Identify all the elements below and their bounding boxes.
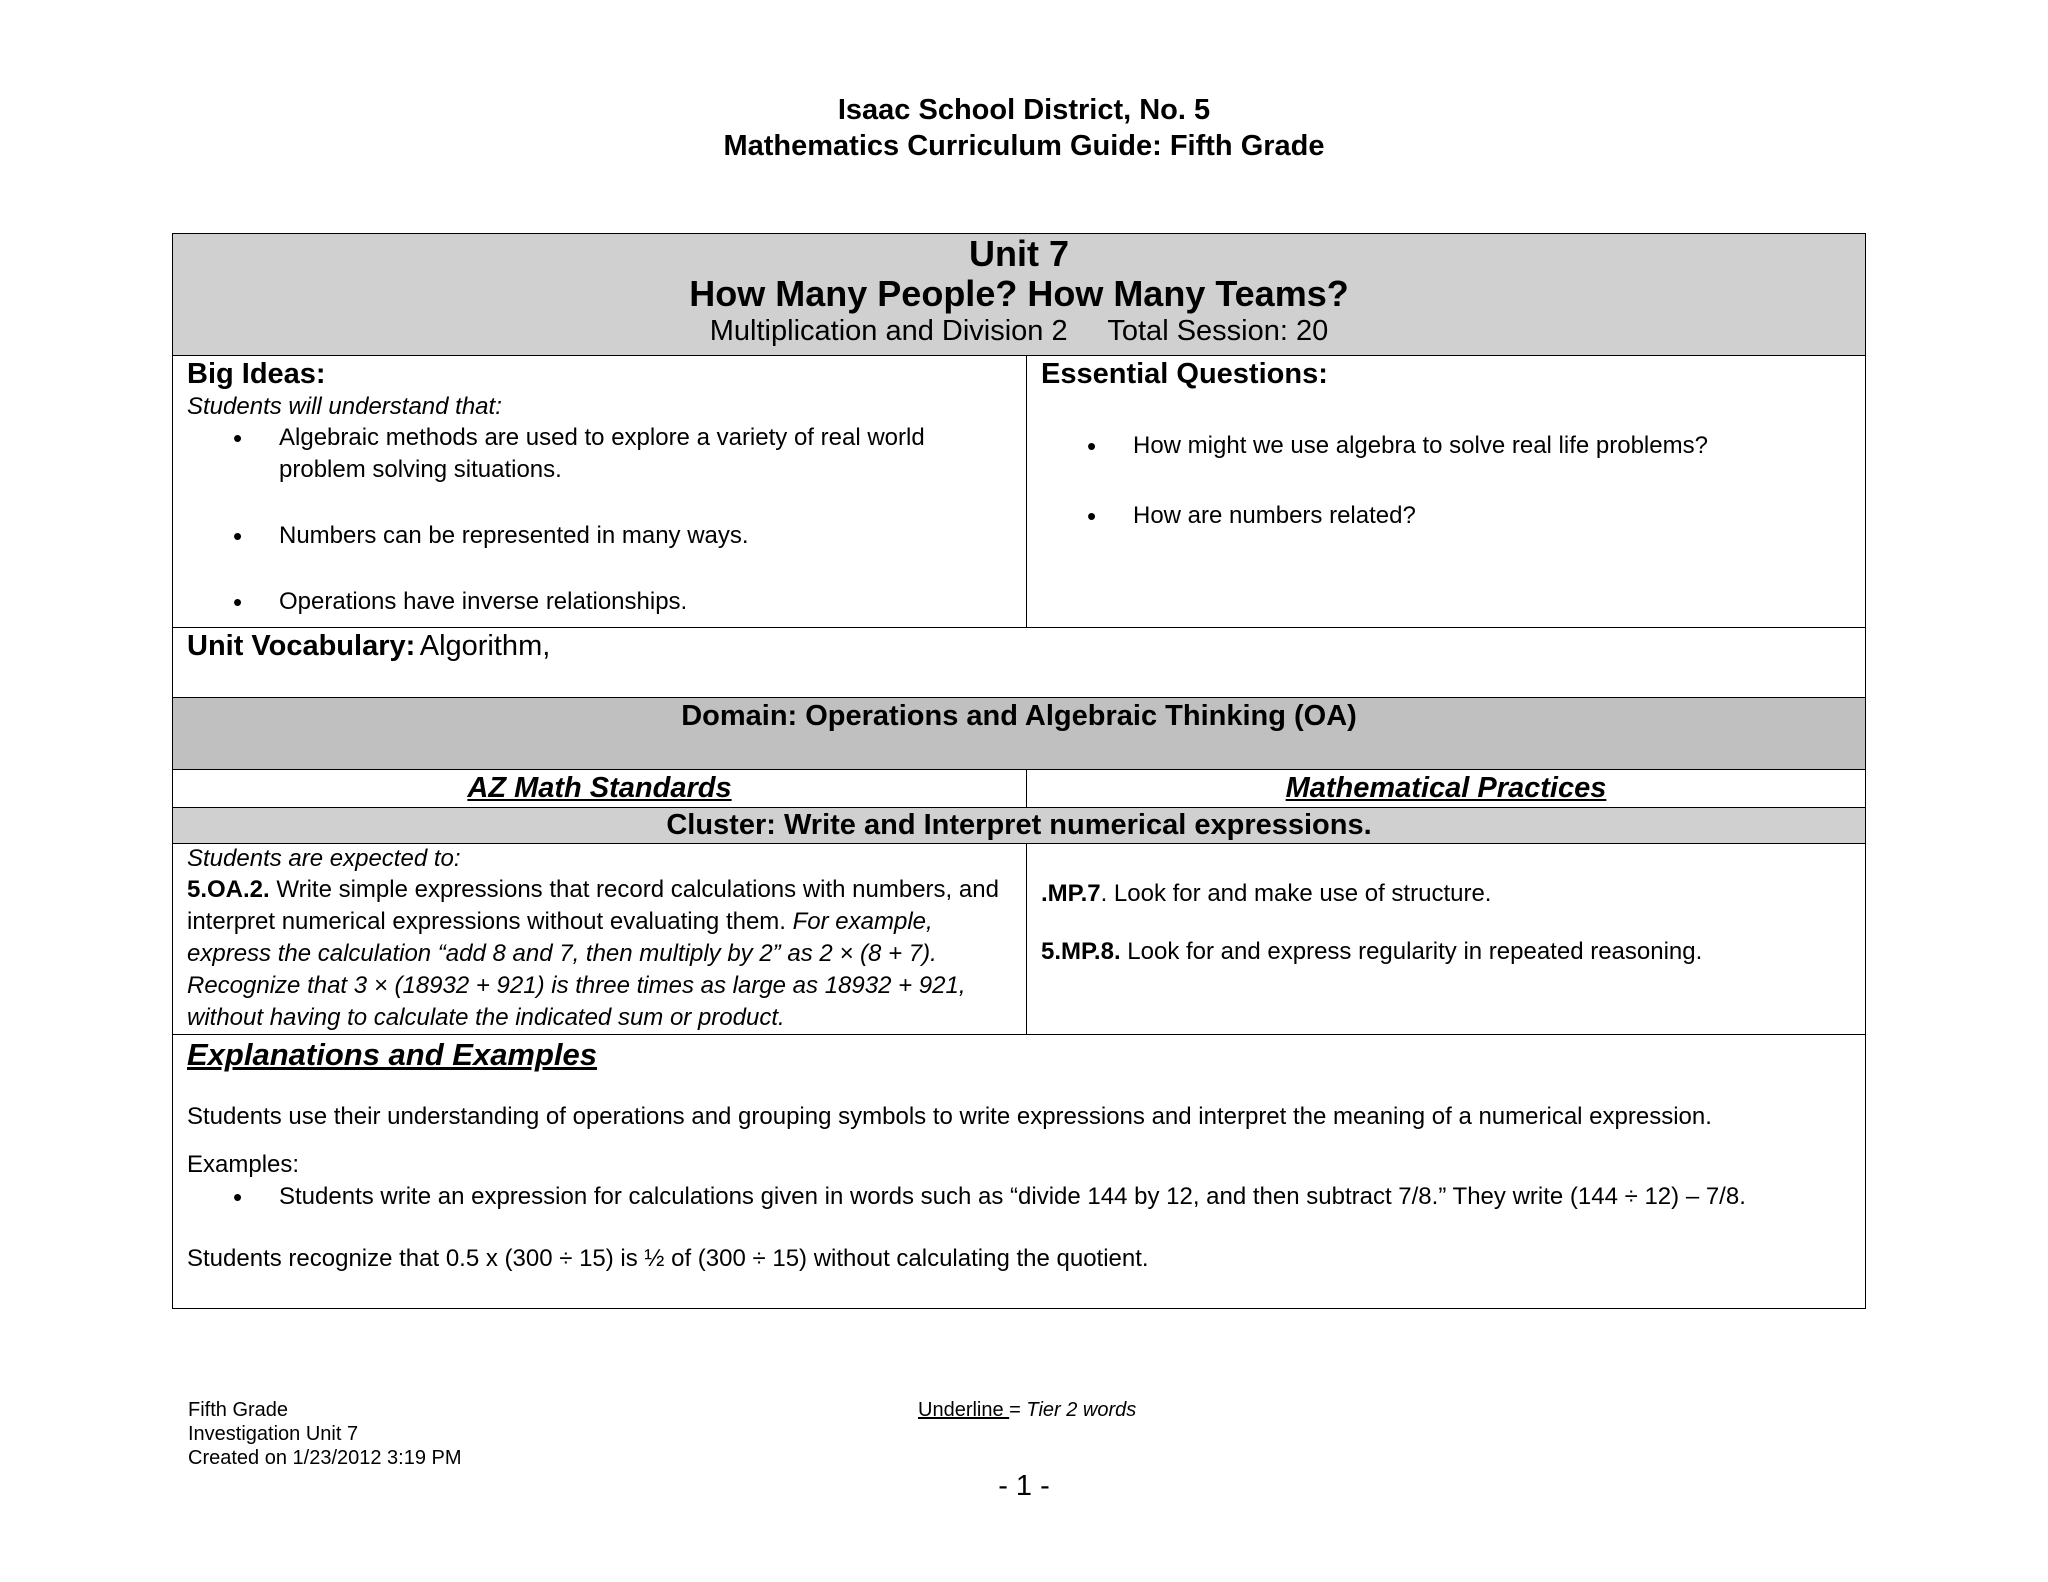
big-ideas-label: Big Ideas: xyxy=(187,358,326,390)
domain-title: Domain: Operations and Algebraic Thinking (OA) xyxy=(173,698,1866,770)
column-headings-row xyxy=(173,770,1866,808)
list-item: • Operations have inverse relationships. xyxy=(279,586,1012,618)
big-ideas-intro: Students will understand that: xyxy=(187,393,502,420)
guide-title: Mathematics Curriculum Guide: Fifth Grade xyxy=(723,130,1325,162)
practices-cell xyxy=(1027,844,1866,1035)
unit-header-row xyxy=(173,234,1866,356)
unit-info xyxy=(187,314,1851,348)
unit-sessions: Total Session: 20 xyxy=(1107,315,1329,347)
big-ideas-cell xyxy=(173,356,1027,628)
unit-number: Unit 7 xyxy=(969,233,1070,274)
list-item: • How are numbers related? xyxy=(1133,500,1851,532)
explanations-cell xyxy=(173,1035,1866,1309)
page-number: - 1 - xyxy=(998,1470,1050,1502)
unit-subtitle: How Many People? How Many Teams? xyxy=(689,273,1349,314)
explanations-row xyxy=(173,1035,1866,1309)
practice-item xyxy=(1041,878,1851,910)
cluster-row xyxy=(173,808,1866,844)
practice-text: . Look for and make use of structure. xyxy=(1100,880,1492,907)
footer-created: Created on 1/23/2012 3:19 PM xyxy=(188,1447,462,1469)
domain-row xyxy=(173,698,1866,770)
explanations-paragraph-2: Students recognize that 0.5 x (300 ÷ 15) is ½ of (300 ÷ 15) without calculating the quotient. xyxy=(187,1245,1149,1272)
standards-row xyxy=(173,844,1866,1035)
practice-item xyxy=(1041,936,1851,968)
essential-questions-list xyxy=(1041,430,1851,532)
practice-code: .MP.7 xyxy=(1041,880,1101,907)
list-item: • Numbers can be represented in many ways. xyxy=(279,520,1012,552)
standard-text xyxy=(187,874,1012,1034)
practice-text: Look for and express regularity in repeated reasoning. xyxy=(1120,938,1703,965)
footer-investigation: Investigation Unit 7 xyxy=(188,1423,359,1445)
standard-code: 5.OA.2. xyxy=(187,876,270,903)
standard-description: Write simple expressions that record calculations with numbers, and interpret numerical expressions without evaluating them. xyxy=(187,876,999,935)
examples-list xyxy=(187,1181,1851,1213)
standard-cell xyxy=(173,844,1027,1035)
practices-list xyxy=(1041,844,1851,968)
legend-underline: Underline xyxy=(918,1399,1010,1421)
explanations-paragraph: Students use their understanding of operations and grouping symbols to write expressions and interpret the meaning of a numerical expression. xyxy=(187,1103,1712,1130)
standard-example: For example, express the calculation “add 8 and 7, then multiply by 2” as 2 × (8 + 7). Recognize that 3 × (18932 + 921) is three times as large as 18932 + 921, without having to calculate the indicated sum or product. xyxy=(187,908,966,1031)
vocabulary-row xyxy=(173,628,1866,698)
explanations-title: Explanations and Examples xyxy=(187,1037,598,1072)
list-item: • Algebraic methods are used to explore a variety of real world problem solving situations. xyxy=(279,422,1012,486)
ideas-row xyxy=(173,356,1866,628)
essential-questions-cell xyxy=(1027,356,1866,628)
vocabulary-value: Algorithm, xyxy=(419,630,551,662)
unit-topic: Multiplication and Division 2 xyxy=(709,315,1068,347)
footer-grade: Fifth Grade xyxy=(188,1399,289,1421)
list-item: • How might we use algebra to solve real life problems? xyxy=(1133,430,1851,462)
page-header xyxy=(0,92,2048,164)
footer-info xyxy=(188,1398,462,1470)
essential-questions-label: Essential Questions: xyxy=(1041,358,1328,390)
list-item: • Students write an expression for calculations given in words such as “divide 144 by 12, and then subtract 7/8.” They write (144 ÷ 12) – 7/8. xyxy=(279,1181,1851,1213)
footer-legend xyxy=(918,1398,1136,1422)
practices-heading: Mathematical Practices xyxy=(1027,770,1866,808)
legend-tier2: Tier 2 words xyxy=(1026,1399,1137,1421)
district-name: Isaac School District, No. 5 xyxy=(837,94,1211,126)
standards-heading: AZ Math Standards xyxy=(173,770,1027,808)
cluster-title: Cluster: Write and Interpret numerical expressions. xyxy=(173,808,1866,844)
practice-code: 5.MP.8. xyxy=(1041,938,1121,965)
big-ideas-list xyxy=(187,422,1012,618)
standard-intro: Students are expected to: xyxy=(187,845,461,872)
vocabulary-label: Unit Vocabulary: xyxy=(187,630,416,662)
curriculum-table xyxy=(172,233,1866,1309)
legend-equals: = xyxy=(1009,1399,1027,1421)
examples-label: Examples: xyxy=(187,1151,300,1178)
